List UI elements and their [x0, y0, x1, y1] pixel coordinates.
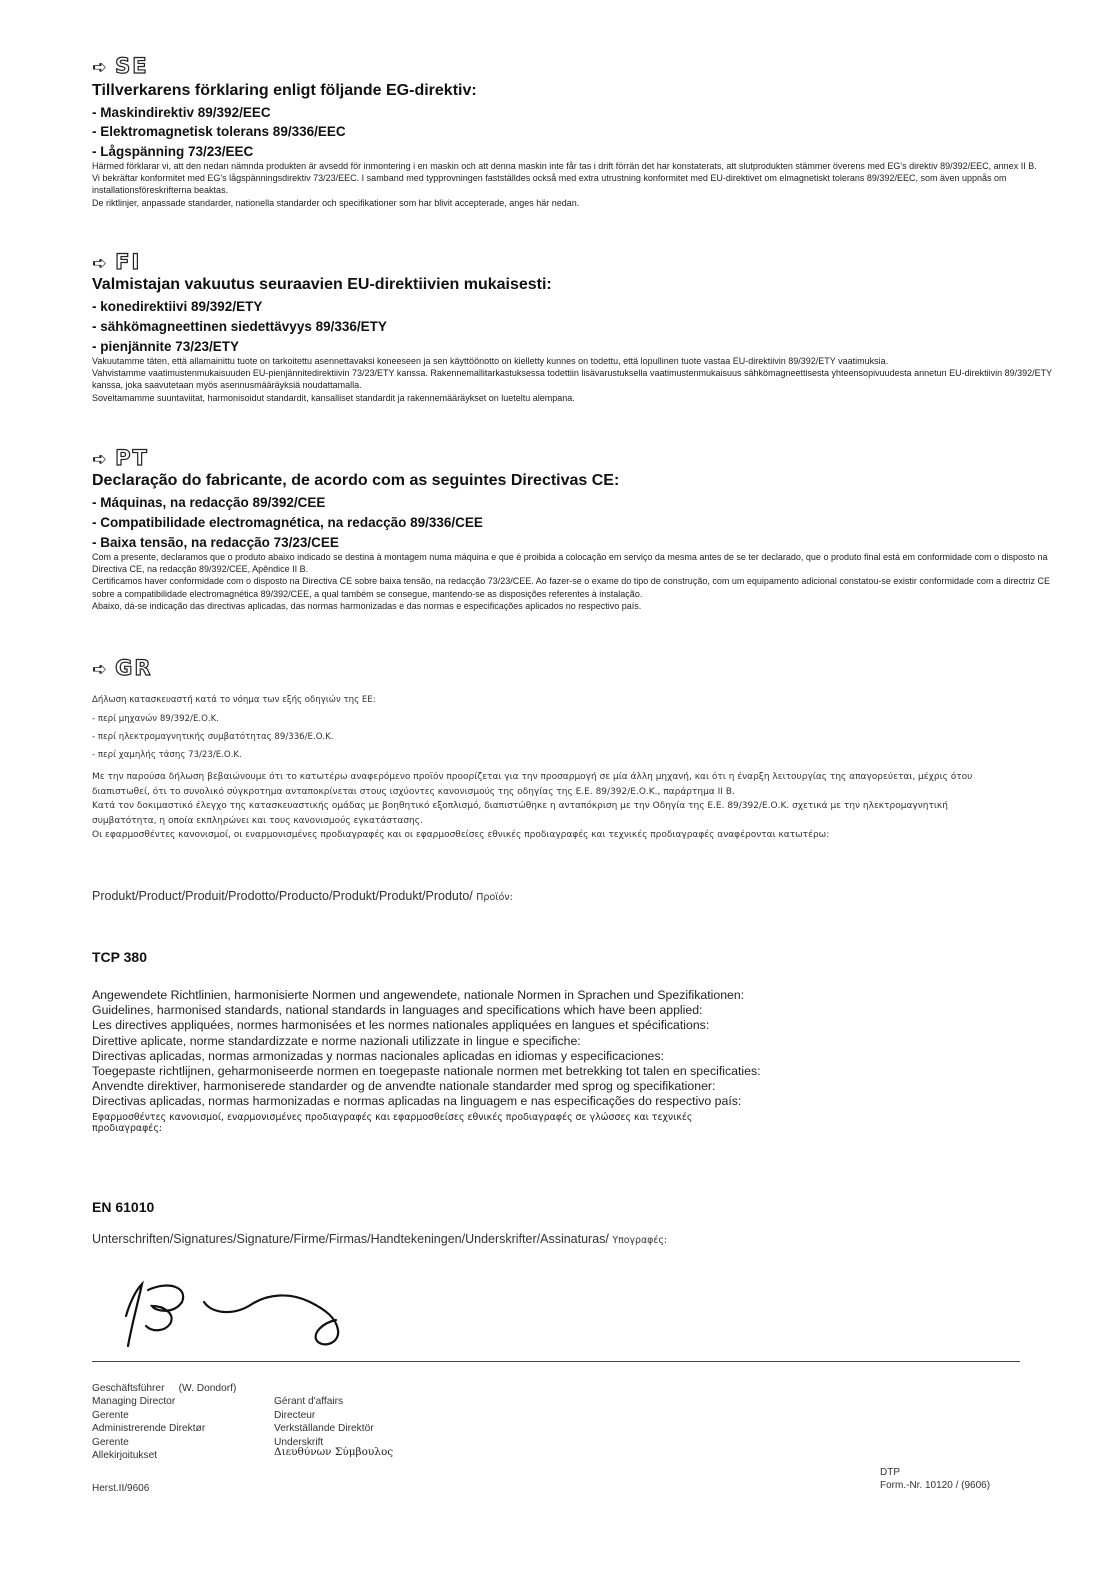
section-gr-para-3: Οι εφαρμοσθέντες κανονισμοί, οι εναρμονισμένες προδιαγραφές και οι εφαρμοσθείσες εθνικές προδιαγραφές και τεχνικές προδιαγραφές αναφέρονται κατωτέρω: — [92, 830, 830, 840]
section-pt-title: Declaração do fabricante, de acordo com as seguintes Directivas CE: — [92, 472, 620, 489]
signatures-label-line — [92, 1232, 667, 1246]
footer-dtp: DTP — [880, 1467, 900, 1478]
norms-line-gr: Εφαρμοσθέντες κανονισμοί, εναρμονισμένες προδιαγραφές και εφαρμοσθείσες εθνικές προδιαγραφές σε γλώσσες και τεχνικές προδιαγραφές: — [92, 1111, 693, 1134]
section-pt-body — [92, 551, 1052, 612]
section-fi-para-1: Vakuutamme täten, että allamainittu tuote on tarkoitettu asennettavaksi koneeseen ja sen käyttöönotto on kielletty kunnes on todettu, että lopullinen tuote vastaa EU-direktiivin 89/392/ETY vaatimuksia. — [92, 356, 889, 366]
section-gr-directive-2: - περί ηλεκτρομαγνητικής συμβατότητας 89/336/Ε.Ο.Κ. — [92, 732, 334, 742]
section-gr-title: Δήλωση κατασκευαστή κατά το νόημα των εξής οδηγιών της ΕΕ: — [92, 695, 376, 705]
norms-line-es: Directivas aplicadas, normas armonizadas y normas nacionales aplicadas en idiomas y especificaciones: — [92, 1048, 665, 1063]
section-pt-directive-3: - Baixa tensão, na redacção 73/23/CEE — [92, 535, 339, 550]
signer-title-de: Geschäftsführer (W. Dondorf) — [92, 1383, 237, 1394]
norms-line-da: Anvendte direktiver, harmoniserede standarder og de anvendte nationale standarder med sprog og specifikationer: — [92, 1079, 716, 1094]
section-gr-para-2: Κατά τον δοκιμαστικό έλεγχο της κατασκευαστικής ομάδας με βοηθητικό εξοπλισμό, διαπιστώθηκε η ανταπόκριση με την Οδηγία της Ε.Ε. 89/392/Ε.Ο.Κ. σχετικά με την ηλεκτρομαγνητική συμβατότητα, η οποία εκπληρώνει και τους κανονισμούς εγκατάστασης. — [92, 801, 948, 826]
section-fi-header — [92, 250, 141, 275]
applied-standard: EN 61010 — [92, 1199, 155, 1215]
product-label-line — [92, 889, 513, 903]
product-label-gr: Προϊόν: — [476, 892, 513, 903]
signer-titles-left — [92, 1382, 236, 1449]
signer-title-es: Gerente — [92, 1409, 129, 1421]
section-se-directive-1: - Maskindirektiv 89/392/EEC — [92, 105, 271, 120]
arrow-icon: ➪ — [92, 57, 110, 77]
section-pt-directive-1: - Máquinas, na redacção 89/392/CEE — [92, 495, 326, 510]
section-gr-directive-1: - περί μηχανών 89/392/Ε.Ο.Κ. — [92, 714, 219, 724]
arrow-icon: ➪ — [92, 449, 110, 469]
section-gr-header — [92, 656, 153, 681]
norms-line-it: Direttive aplicate, norme standardizzate e norme nazionali utilizzate in lingue e specifiche: — [92, 1033, 581, 1048]
norms-line-fr: Les directives appliquées, normes harmonisées et les normes nationales appliquées en langues et spécifications: — [92, 1018, 710, 1033]
signer-title-gr: Διευθύνων Σύμβουλος — [274, 1446, 394, 1458]
section-pt-para-3: Abaixo, dá-se indicação das directivas aplicadas, das normas harmonizadas e das normas e especificações aplicados no respectivo país. — [92, 600, 642, 611]
signer-title-fr: Gérant d'affairs — [274, 1396, 344, 1408]
signer-title-en: Managing Director — [92, 1396, 176, 1408]
section-gr-body — [92, 770, 992, 843]
signer-title-fr2: Directeur — [274, 1409, 316, 1421]
product-label: Produkt/Product/Produit/Prodotto/Producto/Produkt/Produkt/Produto/ — [92, 889, 473, 903]
section-fi-directive-2: - sähkömagneettinen siedettävyys 89/336/ETY — [92, 319, 387, 334]
section-fi-body — [92, 355, 1052, 404]
section-pt-header — [92, 446, 149, 471]
section-se-directive-3: - Lågspänning 73/23/EEC — [92, 144, 254, 159]
section-fi-directive-1: - konedirektiivi 89/392/ETY — [92, 299, 263, 314]
section-pt-para-1: Com a presente, declaramos que o produto abaixo indicado se destina à montagem numa máquina e que é proibida a colocação em serviço da mesma antes de se ter declarado, que o produto final está em conformidade com o disposto na Directiva CE, na redacção 89/392/CEE, Apêndice II B. — [92, 552, 1048, 575]
arrow-icon: ➪ — [92, 253, 110, 273]
norms-line-de: Angewendete Richtlinien, harmonisierte Normen und angewendete, nationale Normen in Sprachen und Spezifikationen: — [92, 988, 745, 1002]
signer-titles-right — [274, 1382, 374, 1449]
section-fi-title: Valmistajan vakuutus seuraavien EU-direktiivien mukaisesti: — [92, 276, 552, 293]
section-se-para-1: Härmed förklarar vi, att den nedan nämnda produkten är avsedd för inmontering i en maskin och att denna maskin inte får tas i drift förrän det har konstaterats, att slutprodukten stämmer överens med EG's direktiv 89/392/EEC, annex II B. — [92, 161, 1037, 171]
signer-title-se: Verkställande Direktör — [274, 1423, 374, 1435]
country-code-pt: PT — [115, 446, 149, 470]
norms-line-nl: Toegepaste richtlijnen, geharmoniseerde normen en toegepaste nationale normen met betrekking tot talen en specificaties: — [92, 1064, 761, 1079]
section-se-directive-2: - Elektromagnetisk tolerans 89/336/EEC — [92, 124, 346, 139]
section-se-body — [92, 160, 1052, 209]
signer-title-pt: Gerente — [92, 1436, 129, 1448]
footer-form-block — [880, 1466, 990, 1492]
product-model: TCP 380 — [92, 949, 147, 965]
section-fi-directive-3: - pienjännite 73/23/ETY — [92, 339, 240, 354]
signer-title-no: Underskrift — [274, 1436, 324, 1448]
country-code-fi: FI — [115, 250, 142, 274]
signatures-label: Unterschriften/Signatures/Signature/Firme/Firmas/Handtekeningen/Underskrifter/Assinaturas/ — [92, 1232, 609, 1246]
section-gr-para-1: Με την παρούσα δήλωση βεβαιώνουμε ότι το κατωτέρω αναφερόμενο προϊόν προορίζεται για την προσαρμογή σε μία άλλη μηχανή, και ότι η έναρξη λειτουργίας της απαγορεύεται, μέχρις ότου διαπιστωθεί, ότι το συνολικό σύγκροτημα ανταποκρίνεται στους ισχύοντες κανονισμούς της οδηγίας της Ε.Ε. 89/392/Ε.Ο.Κ., παράρτημα II B. — [92, 772, 973, 797]
section-fi-para-3: Soveltamamme suuntaviitat, harmonisoidut standardit, kansalliset standardit ja rakennemääräykset on lueteltu alempana. — [92, 392, 575, 403]
norms-block — [92, 988, 761, 1134]
signer-title-fi: Allekirjoitukset — [92, 1450, 158, 1461]
arrow-icon: ➪ — [92, 659, 110, 679]
footer-herst: Herst.II/9606 — [92, 1483, 150, 1494]
signer-title-blank — [274, 1382, 374, 1395]
signatures-label-gr: Υπογραφές: — [612, 1235, 668, 1246]
norms-line-en: Guidelines, harmonised standards, national standards in languages and specifications which have been applied: — [92, 1003, 703, 1018]
country-code-gr: GR — [115, 656, 153, 680]
signer-title-da: Administrerende Direktør — [92, 1423, 206, 1435]
norms-line-pt: Directivas aplicadas, normas harmonizadas e normas aplicadas na linguagem e nas especificações do respectivo país: — [92, 1094, 742, 1109]
section-se-header — [92, 54, 149, 79]
section-se-para-3: De riktlinjer, anpassade standarder, nationella standarder och specifikationer som har blivit accepterade, anges här nedan. — [92, 197, 580, 208]
country-code-se: SE — [115, 54, 149, 78]
signature-rule — [92, 1361, 1020, 1362]
handwritten-signature — [112, 1262, 372, 1354]
section-gr-directive-3: - περί χαμηλής τάσης 73/23/Ε.Ο.Κ. — [92, 750, 242, 760]
section-pt-directive-2: - Compatibilidade electromagnética, na redacção 89/336/CEE — [92, 515, 483, 530]
footer-form-number: Form.-Nr. 10120 / (9606) — [880, 1480, 991, 1491]
section-pt-para-2: Certificamos haver conformidade com o disposto na Directiva CE sobre baixa tensão, na redacção 73/23/CEE. Ao fazer-se o exame do tipo de construção, com um equipamento adicional constatou-se existir conformidade com a directriz CE sobre a compatibilidade electromagnética 89/392/CEE, a qual também se consegue, mantendo-se as disposições referentes à instalação. — [92, 576, 1050, 599]
section-fi-para-2: Vahvistamme vaatimustenmukaisuuden EU-pienjännitedirektiivin 73/23/ETY kanssa. Rakennemallitarkastuksessa todettiin lisävarustuksella vaatimustenmukaisuus sähkömagneettisesta yhteensopivuudesta annetun EU-direktiivin 89/392/ETY kanssa, joka saavutetaan myös asennusmääräyksiä noudattamalla. — [92, 368, 1053, 391]
section-se-para-2: Vi bekräftar konformitet med EG's lågspänningsdirektiv 73/23/EEC. I samband med typprovningen fastställdes också med extra utrustning konformitet med EU-direktivet om elmagnetiskt tolerans 89/392/EEC, som även uppnås om installationsföreskrifterna beaktas. — [92, 173, 1007, 196]
section-se-title: Tillverkarens förklaring enligt följande EG-direktiv: — [92, 82, 477, 99]
